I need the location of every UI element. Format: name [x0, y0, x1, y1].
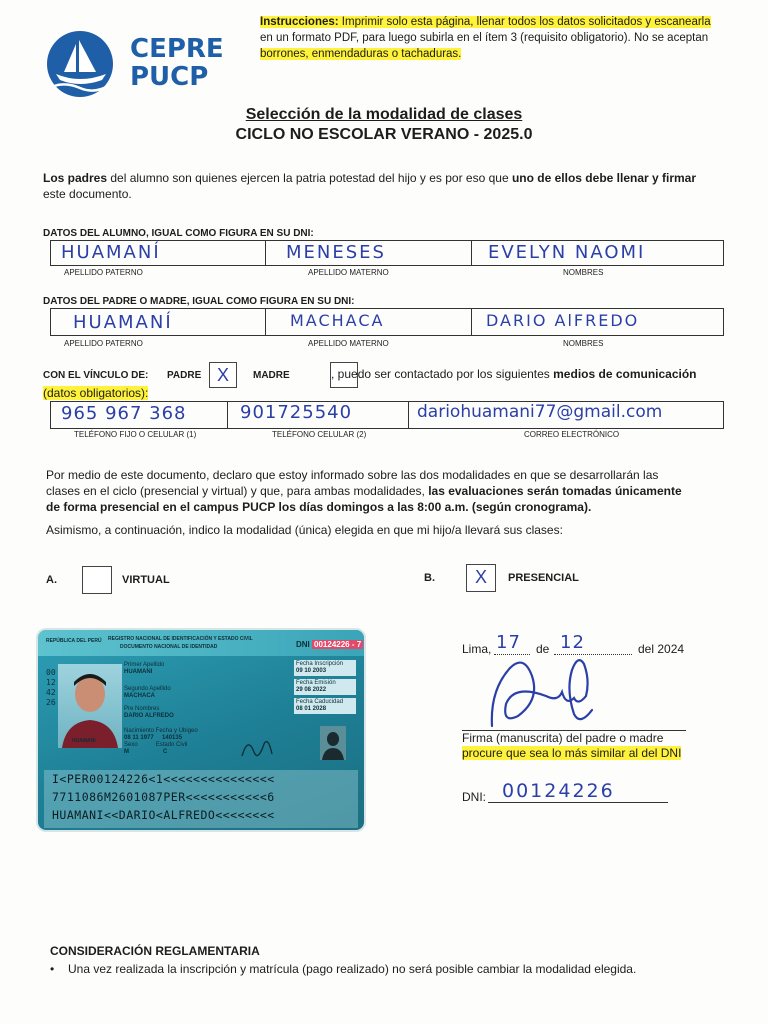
card-inscripcion-label: Fecha Inscripción [296, 661, 344, 667]
reglamento-bullet-item [50, 962, 636, 976]
parent-nombres-caption: NOMBRES [563, 339, 604, 348]
person-photo-icon [58, 664, 122, 748]
card-inscripcion: 09 10 2003 [296, 668, 327, 674]
student-materno-field[interactable] [266, 241, 472, 265]
parent-paterno-value: HUAMANÍ [73, 312, 173, 333]
declaration-p2b: las evaluaciones serán tomadas únicamente [428, 484, 682, 498]
card-emision: 29 08 2022 [296, 687, 327, 693]
phone2-caption: TELÉFONO CELULAR (2) [272, 430, 367, 439]
card-emision-label: Fecha Emisión [296, 680, 336, 686]
date-year: del 2024 [638, 642, 685, 656]
link-bold: medios de comunicación [553, 367, 697, 381]
instructions-label: Instrucciones: [260, 16, 339, 28]
card-pre-nombres: DARIO ALFREDO [124, 713, 174, 719]
instructions-text2: en un formato PDF, para luego subirla en el ítem 3 (requisito obligatorio). No se aceptan [260, 32, 709, 44]
phone2-field[interactable] [228, 402, 409, 428]
logo-text-line2: PUCP [130, 62, 209, 92]
declaration-p1: Por medio de este documento, declaro que estoy informado sobre las dos modalidades en que se desarrollarán las [46, 468, 659, 482]
option-a-letter: A. [46, 574, 57, 586]
student-materno-value: MENESES [286, 242, 386, 263]
parent-nombres-field[interactable] [472, 309, 723, 335]
option-b-letter: B. [424, 572, 435, 584]
phone1-field[interactable] [51, 402, 228, 428]
card-caducidad-label: Fecha Caducidad [296, 699, 344, 705]
instructions-text1: Imprimir solo esta página, llenar todos los datos solicitados y escanearla [338, 16, 711, 28]
date-city: Lima, [462, 642, 492, 656]
parent-materno-field[interactable] [266, 309, 472, 335]
dni-card-image [38, 630, 364, 830]
logo-text-line1: CEPRE [130, 34, 224, 64]
parent-nombres-value: DARIO AlFREDO [486, 311, 640, 330]
phone1-value: 965 967 368 [61, 403, 187, 424]
parent-fields-row [50, 308, 724, 336]
signature-caption2: procure que sea lo más similar al del DNI [462, 746, 682, 760]
card-vertical-number: 00124226 [46, 668, 56, 707]
dni-label: DNI: [462, 790, 486, 804]
student-nombres-value: EVELYN NAOMI [488, 242, 646, 263]
card-estado: C [163, 749, 168, 755]
student-materno-caption: APELLIDO MATERNO [308, 268, 389, 277]
card-country: REPÚBLICA DEL PERÚ [46, 638, 102, 644]
card-dni-label: DNI [296, 640, 310, 649]
card-primer-apellido-label: Primer Apellido [124, 662, 165, 668]
instructions-text3: borrones, enmendaduras o tachaduras. [260, 48, 462, 60]
reglamento-bullet: Una vez realizada la inscripción y matrícula (pago realizado) no será posible cambiar la modalidad elegida. [68, 962, 637, 976]
declaration-text [46, 467, 736, 515]
card-sexo: M [124, 749, 129, 755]
padre-check-mark: X [216, 365, 229, 385]
option-virtual [46, 566, 246, 594]
intro-end: este documento. [43, 187, 132, 201]
signature-field[interactable] [462, 650, 686, 731]
card-signature-icon [238, 734, 278, 764]
card-sexo-label: Sexo [124, 742, 138, 748]
virtual-check-mark [83, 567, 111, 593]
intro-bold1: Los padres [43, 171, 108, 185]
email-value: dariohuamani77@gmail.com [417, 402, 663, 422]
student-paterno-caption: APELLIDO PATERNO [64, 268, 143, 277]
parent-materno-caption: APELLIDO MATERNO [308, 339, 389, 348]
card-mrz-line3: HUAMANI<<DARIO<ALFREDO<<<<<<<< [52, 808, 275, 822]
signature-caption1: Firma (manuscrita) del padre o madre [462, 731, 664, 745]
card-photo-caption: HUAMANI [72, 738, 96, 744]
student-nombres-caption: NOMBRES [563, 268, 604, 277]
padre-label: PADRE [167, 370, 202, 381]
card-mrz-line2: 7711086M2601087PER<<<<<<<<<<<6 [52, 790, 275, 804]
card-small-photo [320, 726, 346, 760]
link-label: CON EL VÍNCULO DE: [43, 370, 149, 381]
date-de: de [536, 642, 550, 656]
intro-bold2: uno de ellos debe llenar y firmar [511, 171, 697, 185]
student-section-label: DATOS DEL ALUMNO, IGUAL COMO FIGURA EN SU DNI: [43, 228, 314, 239]
date-day: 17 [496, 632, 521, 653]
card-photo [58, 664, 122, 748]
intro-mid: del alumno son quienes ejercen la patria potestad del hijo y es por eso que [107, 171, 512, 185]
ship-logo-icon [46, 30, 116, 98]
student-nombres-field[interactable] [472, 241, 723, 265]
cepre-logo [46, 30, 236, 98]
parent-paterno-caption: APELLIDO PATERNO [64, 339, 143, 348]
presencial-checkbox[interactable] [466, 564, 496, 592]
card-pre-nombres-label: Pre Nombres [124, 706, 160, 712]
option-b-label: PRESENCIAL [508, 572, 579, 584]
date-month: 12 [560, 632, 585, 653]
student-paterno-field[interactable] [51, 241, 266, 265]
handwritten-signature-icon [462, 650, 686, 730]
parent-section-label: DATOS DEL PADRE O MADRE, IGUAL COMO FIGURA EN SU DNI: [43, 296, 355, 307]
padre-checkbox[interactable] [209, 362, 237, 388]
declaration-p3: de forma presencial en el campus PUCP los días domingos a las 8:00 a.m. (según cronograma). [46, 500, 592, 514]
presencial-check-mark: X [474, 567, 487, 587]
card-registry: REGISTRO NACIONAL DE IDENTIFICACIÓN Y ESTADO CIVIL [108, 636, 253, 642]
option-presencial [424, 564, 644, 592]
link-text: , puedo ser contactado por los siguientes [331, 367, 554, 381]
dni-value: 00124226 [502, 780, 615, 802]
intro-text [43, 170, 733, 202]
card-nacimiento: 08 11 1977 140135 [124, 735, 183, 741]
bullet-icon: • [50, 962, 55, 976]
card-dni-number: 00124226 - 7 [314, 640, 362, 649]
card-segundo-apellido-label: Segundo Apellido [124, 686, 171, 692]
reglamento-title: CONSIDERACIÓN REGLAMENTARIA [50, 944, 260, 958]
card-primer-apellido: HUAMANI [124, 669, 153, 675]
declaration-p4: Asimismo, a continuación, indico la modalidad (única) elegida en que mi hijo/a llevará sus clases: [46, 523, 563, 537]
contact-fields-row [50, 401, 724, 429]
card-nacimiento-label: Nacimiento Fecha y Ubigeo [124, 728, 198, 734]
declaration-p2a: clases en el ciclo (presencial y virtual) y que, para ambas modalidades, [46, 484, 429, 498]
card-mrz-line1: I<PER00124226<1<<<<<<<<<<<<<<< [52, 772, 275, 786]
page-subtitle: CICLO NO ESCOLAR VERANO - 2025.0 [235, 126, 533, 143]
page-title: Selección de la modalidad de clases [245, 106, 523, 123]
card-doc: DOCUMENTO NACIONAL DE IDENTIDAD [120, 644, 218, 650]
card-segundo-apellido: MACHACA [124, 693, 155, 699]
person-small-photo-icon [320, 726, 346, 760]
email-field[interactable] [409, 402, 723, 428]
instructions [260, 14, 760, 62]
option-a-label: VIRTUAL [122, 574, 170, 586]
phone1-caption: TELÉFONO FIJO O CELULAR (1) [74, 430, 197, 439]
virtual-checkbox[interactable] [82, 566, 112, 594]
parent-materno-value: MACHACA [290, 311, 385, 330]
student-paterno-value: HUAMANÍ [61, 242, 161, 263]
email-caption: CORREO ELECTRÓNICO [524, 430, 620, 439]
madre-label: MADRE [253, 370, 290, 381]
parent-paterno-field[interactable] [51, 309, 266, 335]
required-note: (datos obligatorios): [43, 386, 149, 400]
student-fields-row [50, 240, 724, 266]
phone2-value: 901725540 [240, 402, 353, 423]
card-caducidad: 08 01 2028 [296, 706, 327, 712]
dni-line [462, 780, 672, 804]
card-estado-label: Estado Civil [155, 742, 188, 748]
